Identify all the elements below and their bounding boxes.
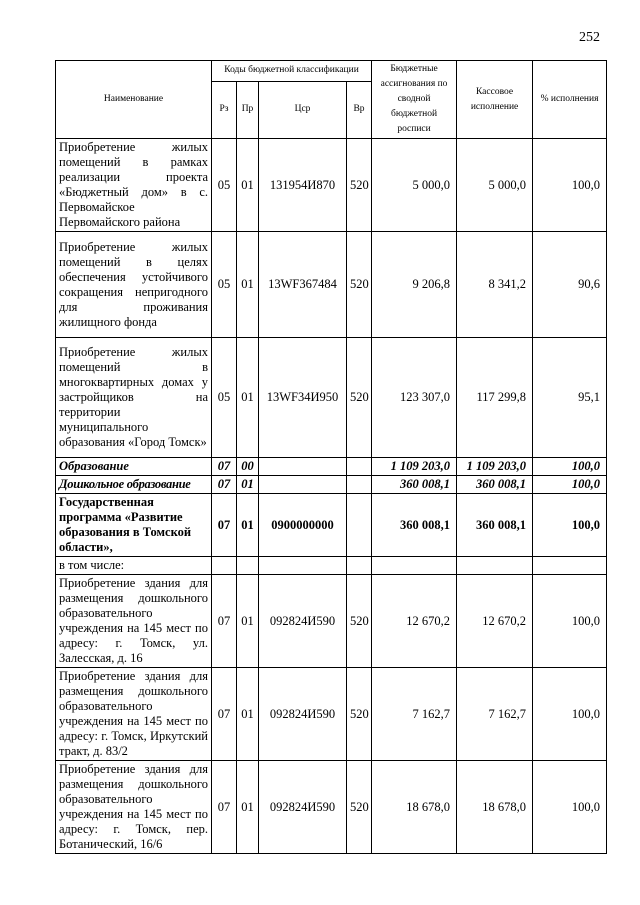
header-vr: Вр xyxy=(347,81,372,138)
row-csr: 092824И590 xyxy=(259,668,347,761)
header-csr: Цср xyxy=(259,81,347,138)
row-name: в том числе: xyxy=(56,557,212,575)
row-name: Образование xyxy=(56,458,212,476)
row-rz: 07 xyxy=(212,761,237,854)
row-csr: 131954И870 xyxy=(259,139,347,232)
row-percent: 100,0 xyxy=(533,761,607,854)
row-assigned: 12 670,2 xyxy=(372,575,457,668)
header-pr: Пр xyxy=(237,81,259,138)
row-name: Государственная программа «Развитие образования в Томской области», xyxy=(56,494,212,557)
row-executed: 1 109 203,0 xyxy=(457,458,533,476)
row-vr xyxy=(347,494,372,557)
row-percent: 90,6 xyxy=(533,232,607,338)
row-pr: 01 xyxy=(237,139,259,232)
row-executed: 5 000,0 xyxy=(457,139,533,232)
table-row xyxy=(56,338,607,458)
row-assigned: 5 000,0 xyxy=(372,139,457,232)
row-csr xyxy=(259,476,347,494)
row-name: Приобретение жилых помещений в целях обеспечения устойчивого сокращения непригодного для проживания жилищного фонда xyxy=(56,232,212,338)
row-assigned: 9 206,8 xyxy=(372,232,457,338)
row-csr: 092824И590 xyxy=(259,575,347,668)
row-vr: 520 xyxy=(347,575,372,668)
row-pr: 01 xyxy=(237,494,259,557)
row-assigned: 360 008,1 xyxy=(372,476,457,494)
row-executed: 18 678,0 xyxy=(457,761,533,854)
table-row-including xyxy=(56,557,607,575)
row-assigned: 123 307,0 xyxy=(372,338,457,458)
row-pr: 01 xyxy=(237,575,259,668)
row-csr: 13WF367484 xyxy=(259,232,347,338)
row-executed: 12 670,2 xyxy=(457,575,533,668)
row-vr xyxy=(347,458,372,476)
table-row xyxy=(56,139,607,232)
header-name: Наименование xyxy=(56,61,212,139)
row-name: Приобретение здания для размещения дошкольного образовательного учреждения на 145 мест по адресу: г. Томск, пер. Ботанический, 16/6 xyxy=(56,761,212,854)
table-row-subsection xyxy=(56,476,607,494)
table-row xyxy=(56,232,607,338)
row-percent: 100,0 xyxy=(533,476,607,494)
row-pr: 01 xyxy=(237,476,259,494)
row-pr: 00 xyxy=(237,458,259,476)
page-number: 252 xyxy=(579,30,600,45)
header-assigned: Бюджетные ассигнования по сводной бюджетной росписи xyxy=(372,61,457,139)
row-assigned: 18 678,0 xyxy=(372,761,457,854)
row-executed: 117 299,8 xyxy=(457,338,533,458)
row-vr: 520 xyxy=(347,761,372,854)
header-percent: % исполнения xyxy=(533,61,607,139)
row-assigned: 360 008,1 xyxy=(372,494,457,557)
row-executed: 8 341,2 xyxy=(457,232,533,338)
row-rz: 05 xyxy=(212,338,237,458)
table-row xyxy=(56,668,607,761)
row-rz: 05 xyxy=(212,139,237,232)
row-pr: 01 xyxy=(237,232,259,338)
row-vr: 520 xyxy=(347,338,372,458)
row-csr: 13WF34И950 xyxy=(259,338,347,458)
row-executed: 7 162,7 xyxy=(457,668,533,761)
row-csr xyxy=(259,458,347,476)
row-executed: 360 008,1 xyxy=(457,476,533,494)
row-assigned: 1 109 203,0 xyxy=(372,458,457,476)
row-pr: 01 xyxy=(237,338,259,458)
row-rz: 07 xyxy=(212,494,237,557)
row-vr: 520 xyxy=(347,668,372,761)
row-percent: 100,0 xyxy=(533,458,607,476)
row-name: Дошкольное образование xyxy=(56,476,212,494)
table-row-section xyxy=(56,458,607,476)
row-rz: 07 xyxy=(212,575,237,668)
header-executed: Кассовое исполнение xyxy=(457,61,533,139)
row-rz: 07 xyxy=(212,458,237,476)
row-csr: 092824И590 xyxy=(259,761,347,854)
row-vr: 520 xyxy=(347,232,372,338)
row-executed: 360 008,1 xyxy=(457,494,533,557)
header-rz: Рз xyxy=(212,81,237,138)
row-percent: 100,0 xyxy=(533,668,607,761)
row-vr xyxy=(347,476,372,494)
table-row xyxy=(56,575,607,668)
header-codes-group: Коды бюджетной классификации xyxy=(212,61,372,82)
row-name: Приобретение жилых помещений в многоквартирных домах у застройщиков на территории муниципального образования «Город Томск» xyxy=(56,338,212,458)
row-name: Приобретение здания для размещения дошкольного образовательного учреждения на 145 мест по адресу: г. Томск, Иркутский тракт, д. 83/2 xyxy=(56,668,212,761)
row-percent: 100,0 xyxy=(533,494,607,557)
row-name: Приобретение здания для размещения дошкольного образовательного учреждения на 145 мест по адресу: г. Томск, ул. Залесская, д. 16 xyxy=(56,575,212,668)
row-pr: 01 xyxy=(237,668,259,761)
row-rz: 05 xyxy=(212,232,237,338)
table-row xyxy=(56,761,607,854)
row-percent: 100,0 xyxy=(533,575,607,668)
row-vr: 520 xyxy=(347,139,372,232)
row-rz: 07 xyxy=(212,668,237,761)
row-pr: 01 xyxy=(237,761,259,854)
row-csr: 0900000000 xyxy=(259,494,347,557)
row-name: Приобретение жилых помещений в рамках реализации проекта «Бюджетный дом» в с. Первомайское Первомайского района xyxy=(56,139,212,232)
row-assigned: 7 162,7 xyxy=(372,668,457,761)
row-rz: 07 xyxy=(212,476,237,494)
table-row-program xyxy=(56,494,607,557)
row-percent: 100,0 xyxy=(533,139,607,232)
budget-execution-table xyxy=(55,60,607,854)
row-percent: 95,1 xyxy=(533,338,607,458)
